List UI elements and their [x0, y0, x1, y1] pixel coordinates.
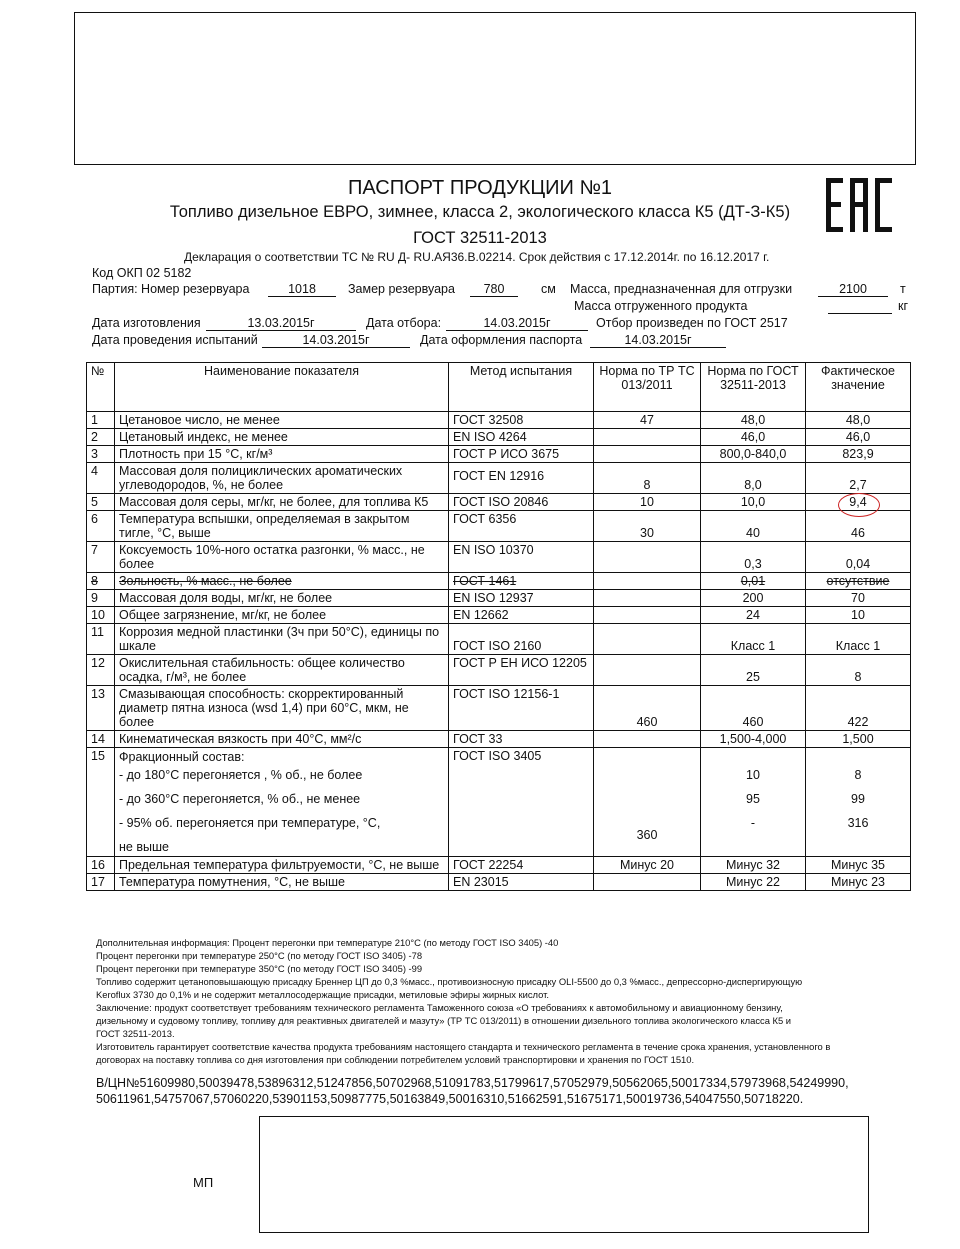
row-name-line: - до 180°С перегоняется , % об., не более [119, 768, 363, 782]
row-norm-tr [594, 573, 701, 590]
row-name: Окислительная стабильность: общее количество осадка, г/м³, не более [115, 655, 449, 686]
row-name: Коррозия медной пластинки (3ч при 50°С), единицы по шкале [115, 624, 449, 655]
row-number: 10 [87, 607, 115, 624]
codes-line: 50611961,54757067,57060220,53901153,50987775,50163849,50016310,51662591,51675171,50019736,54047550,50718220. [96, 1092, 804, 1106]
sample-date: 14.03.2015г [446, 316, 588, 331]
row-name-line: - 95% об. перегоняется при температуре, °С, [119, 816, 381, 830]
row-norm-gost: 800,0-840,0 [701, 446, 806, 463]
row-norm-gost: Класс 1 [701, 624, 806, 655]
made-label: Дата изготовления [92, 316, 201, 330]
row-number: 1 [87, 412, 115, 429]
row-number: 15 [87, 748, 115, 857]
note-line: Дополнительная информация: Процент перегонки при температуре 210°С (по методу ГОСТ ISO 3405) -40 [96, 937, 559, 948]
row-method: ГОСТ EN 12916 [449, 463, 594, 494]
mass-shipped-label: Масса отгруженного продукта [574, 299, 748, 313]
made-date: 13.03.2015г [206, 316, 356, 331]
row-method: ГОСТ Р ИСО 3675 [449, 446, 594, 463]
table-row [87, 857, 911, 874]
note-line: Keroflux 3730 до 0,1% и не содержит металлосодержащие присадки, метиловые эфиры жирных кислот. [96, 989, 549, 1000]
row-name: Коксуемость 10%-ного остатка разгонки, % масс., не более [115, 542, 449, 573]
row-fact: Класс 1 [806, 624, 911, 655]
row-number: 4 [87, 463, 115, 494]
header-cell: Фактическое значение [806, 363, 911, 412]
row-fact: 10 [806, 607, 911, 624]
table-row [87, 686, 911, 731]
row-norm-gost: 1,500-4,000 [701, 731, 806, 748]
row-fact: Минус 35 [806, 857, 911, 874]
row-number: 16 [87, 857, 115, 874]
product-standard: ГОСТ 32511-2013 [413, 229, 547, 247]
row-norm-tr: 47 [594, 412, 701, 429]
row-method: EN ISO 12937 [449, 590, 594, 607]
row-norm-gost: 0,01 [701, 573, 806, 590]
row-norm-gost: 200 [701, 590, 806, 607]
header-cell: Наименование показателя [115, 363, 449, 412]
row-norm-tr [594, 446, 701, 463]
row-norm-tr [594, 624, 701, 655]
codes-line: В/ЦН№51609980,50039478,53896312,51247856,50702968,51091783,51799617,57052979,50562065,50017334,57973968,54249990, [96, 1076, 849, 1090]
table-row [87, 731, 911, 748]
tank-number: 1018 [268, 282, 336, 297]
table-row [87, 412, 911, 429]
row-norm-gost: Минус 22 [701, 874, 806, 891]
note-line: дизельному и судовому топливу, топливу для реактивных двигателей и мазуту» (ТР ТС 013/2011) в отношении дизельного топлива экологического класса К5 и [96, 1015, 792, 1026]
row-method: ГОСТ 22254 [449, 857, 594, 874]
party-label: Партия: Номер резервуара [92, 282, 250, 296]
row-method: EN ISO 4264 [449, 429, 594, 446]
row-norm-tr [594, 731, 701, 748]
row-name: Температура вспышки, определяемая в закрытом тигле, °С, выше [115, 511, 449, 542]
table-header-row [87, 363, 911, 412]
gauge-value: 780 [470, 282, 518, 297]
product-subtitle: Топливо дизельное ЕВРО, зимнее, класса 2, экологического класса К5 (ДТ-З-К5) [169, 203, 791, 221]
sample-label: Дата отбора: [366, 316, 442, 330]
row-method: ГОСТ ISO 12156-1 [449, 686, 594, 731]
row-norm-gost: 25 [701, 655, 806, 686]
row-number: 3 [87, 446, 115, 463]
table-row [87, 446, 911, 463]
header-cell: № [87, 363, 115, 412]
sampling-note: Отбор произведен по ГОСТ 2517 [596, 316, 788, 330]
row-norm-gost: 46,0 [701, 429, 806, 446]
row-method: EN 12662 [449, 607, 594, 624]
row-fact: 823,9 [806, 446, 911, 463]
table-row [87, 607, 911, 624]
row-norm-tr [594, 429, 701, 446]
table-row [87, 624, 911, 655]
row-norm-gost: 40 [701, 511, 806, 542]
table-row [87, 542, 911, 573]
row-method: ГОСТ Р ЕН ИСО 12205 [449, 655, 594, 686]
row-method: ГОСТ ISO 2160 [449, 624, 594, 655]
row-name: Массовая доля серы, мг/кг, не более, для топлива К5 [115, 494, 449, 511]
fact-value-1: 8 [854, 768, 862, 782]
row-number: 9 [87, 590, 115, 607]
test-label: Дата проведения испытаний [92, 333, 258, 347]
header-cell: Норма по ТР ТС 013/2011 [594, 363, 701, 412]
eac-logo-icon [824, 176, 894, 234]
row-method: ГОСТ 32508 [449, 412, 594, 429]
row-fact: 70 [806, 590, 911, 607]
table-row [87, 874, 911, 891]
row-method: ГОСТ 6356 [449, 511, 594, 542]
note-line: Процент перегонки при температуре 250°С (по методу ГОСТ ISO 3405) -78 [96, 950, 423, 961]
row-norm-gost: 0,3 [701, 542, 806, 573]
mass-ship-unit: т [900, 282, 906, 296]
redacted-signature-block [259, 1116, 869, 1233]
row-name: Общее загрязнение, мг/кг, не более [115, 607, 449, 624]
mass-shipped-blank [828, 299, 892, 314]
row-norm-gost [701, 748, 806, 857]
row-name: Цетановое число, не менее [115, 412, 449, 429]
row-fact: 2,7 [806, 463, 911, 494]
row-name: Смазывающая способность: скорректированный диаметр пятна износа (wsd 1,4) при 60°С, мкм, не более [115, 686, 449, 731]
row-number: 6 [87, 511, 115, 542]
row-norm-gost: 24 [701, 607, 806, 624]
row-norm-tr [594, 607, 701, 624]
table-row [87, 494, 911, 511]
page-title: ПАСПОРТ ПРОДУКЦИИ №1 [347, 177, 613, 199]
row-number: 17 [87, 874, 115, 891]
row-number: 11 [87, 624, 115, 655]
note-line: договорах на поставку топлива со дня изготовления при соблюдении потребителем условий транспортировки и хранения по ГОСТ 1510. [96, 1054, 695, 1065]
table-row [87, 655, 911, 686]
row-number: 5 [87, 494, 115, 511]
mass-shipped-unit: кг [898, 299, 909, 313]
row-fact: 0,04 [806, 542, 911, 573]
row-fact: 422 [806, 686, 911, 731]
row-norm-tr [594, 542, 701, 573]
test-date: 14.03.2015г [262, 333, 410, 348]
table-row [87, 429, 911, 446]
row-norm-tr: 30 [594, 511, 701, 542]
row-norm-tr [594, 590, 701, 607]
row-method: EN 23015 [449, 874, 594, 891]
row-norm-gost: Минус 32 [701, 857, 806, 874]
highlight-circle [838, 493, 880, 517]
header-cell: Норма по ГОСТ 32511-2013 [701, 363, 806, 412]
row-fact: 1,500 [806, 731, 911, 748]
gost-value-2: 95 [746, 792, 760, 806]
row-fact: 46,0 [806, 429, 911, 446]
row-fact [806, 748, 911, 857]
header-cell: Метод испытания [449, 363, 594, 412]
row-norm-tr: 460 [594, 686, 701, 731]
row-method: EN ISO 10370 [449, 542, 594, 573]
stamp-label: МП [193, 1175, 214, 1190]
row-number: 8 [87, 573, 115, 590]
fact-value-3: 316 [847, 816, 869, 830]
row-norm-tr: 360 [594, 748, 701, 857]
okp-code: Код ОКП 02 5182 [92, 266, 192, 280]
row-method: ГОСТ 1461 [449, 573, 594, 590]
note-line: Изготовитель гарантирует соответствие качества продукта требованиям настоящего стандарта и технического регламента в течение срока хранения, установленного в [96, 1041, 831, 1052]
row-number: 2 [87, 429, 115, 446]
row-method: ГОСТ ISO 20846 [449, 494, 594, 511]
table-row [87, 748, 911, 857]
table-row [87, 573, 911, 590]
row-norm-gost: 460 [701, 686, 806, 731]
row-fact: 8 [806, 655, 911, 686]
note-line: Процент перегонки при температуре 350°С (по методу ГОСТ ISO 3405) -99 [96, 963, 423, 974]
row-number: 12 [87, 655, 115, 686]
row-name: Массовая доля полициклических ароматических углеводородов, %, не более [115, 463, 449, 494]
row-name-title: Фракционный состав: [119, 750, 245, 764]
note-line: Заключение: продукт соответствует требованиям технического регламента Таможенного союза «О требованиях к автомобильному и авиационному бензину, [96, 1002, 783, 1013]
row-norm-gost: 48,0 [701, 412, 806, 429]
passport-label: Дата оформления паспорта [420, 333, 583, 347]
mass-ship-value: 2100 [818, 282, 888, 297]
row-number: 13 [87, 686, 115, 731]
note-line: ГОСТ 32511-2013. [96, 1028, 175, 1039]
table-row [87, 511, 911, 542]
row-norm-gost: 8,0 [701, 463, 806, 494]
row-name: Температура помутнения, °С, не выше [115, 874, 449, 891]
row-name: Кинематическая вязкость при 40°С, мм²/с [115, 731, 449, 748]
row-name [115, 748, 449, 857]
row-number: 14 [87, 731, 115, 748]
row-name: Цетановый индекс, не менее [115, 429, 449, 446]
row-name-line: не выше [119, 840, 169, 854]
gauge-unit: см [541, 282, 556, 296]
row-norm-tr: Минус 20 [594, 857, 701, 874]
table-row [87, 463, 911, 494]
row-name-line: - до 360°С перегоняется, % об., не менее [119, 792, 361, 806]
mass-ship-label: Масса, предназначенная для отгрузки [570, 282, 793, 296]
row-fact: 46 [806, 511, 911, 542]
redacted-header-block [74, 12, 916, 165]
row-name: Предельная температура фильтруемости, °С, не выше [115, 857, 449, 874]
fact-value-2: 99 [851, 792, 865, 806]
gauge-label: Замер резервуара [348, 282, 455, 296]
indicators-table [86, 362, 911, 891]
gost-value-3: - [750, 816, 756, 830]
note-line: Топливо содержит цетаноповышающую присадку Бреннер ЦП до 0,3 %масс., противоизносную присадку OLI-5500 до 0,3 %масс., депрессорно-диспергирующую [96, 976, 803, 987]
row-fact: 9,4 [806, 494, 911, 511]
row-fact: Минус 23 [806, 874, 911, 891]
passport-date: 14.03.2015г [590, 333, 726, 348]
row-fact: 48,0 [806, 412, 911, 429]
row-norm-tr [594, 655, 701, 686]
row-method: ГОСТ ISO 3405 [449, 748, 594, 857]
row-name: Плотность при 15 °С, кг/м³ [115, 446, 449, 463]
row-norm-gost: 10,0 [701, 494, 806, 511]
row-fact: отсутствие [806, 573, 911, 590]
row-number: 7 [87, 542, 115, 573]
gost-value-1: 10 [746, 768, 760, 782]
row-method: ГОСТ 33 [449, 731, 594, 748]
row-name: Зольность, % масс., не более [115, 573, 449, 590]
row-norm-tr [594, 874, 701, 891]
declaration-line: Декларация о соответствии ТС № RU Д- RU.АЯ36.В.02214. Срок действия с 17.12.2014г. по 16.12.2017 г. [184, 250, 770, 264]
table-row [87, 590, 911, 607]
row-norm-tr: 8 [594, 463, 701, 494]
row-name: Массовая доля воды, мг/кг, не более [115, 590, 449, 607]
row-norm-tr: 10 [594, 494, 701, 511]
